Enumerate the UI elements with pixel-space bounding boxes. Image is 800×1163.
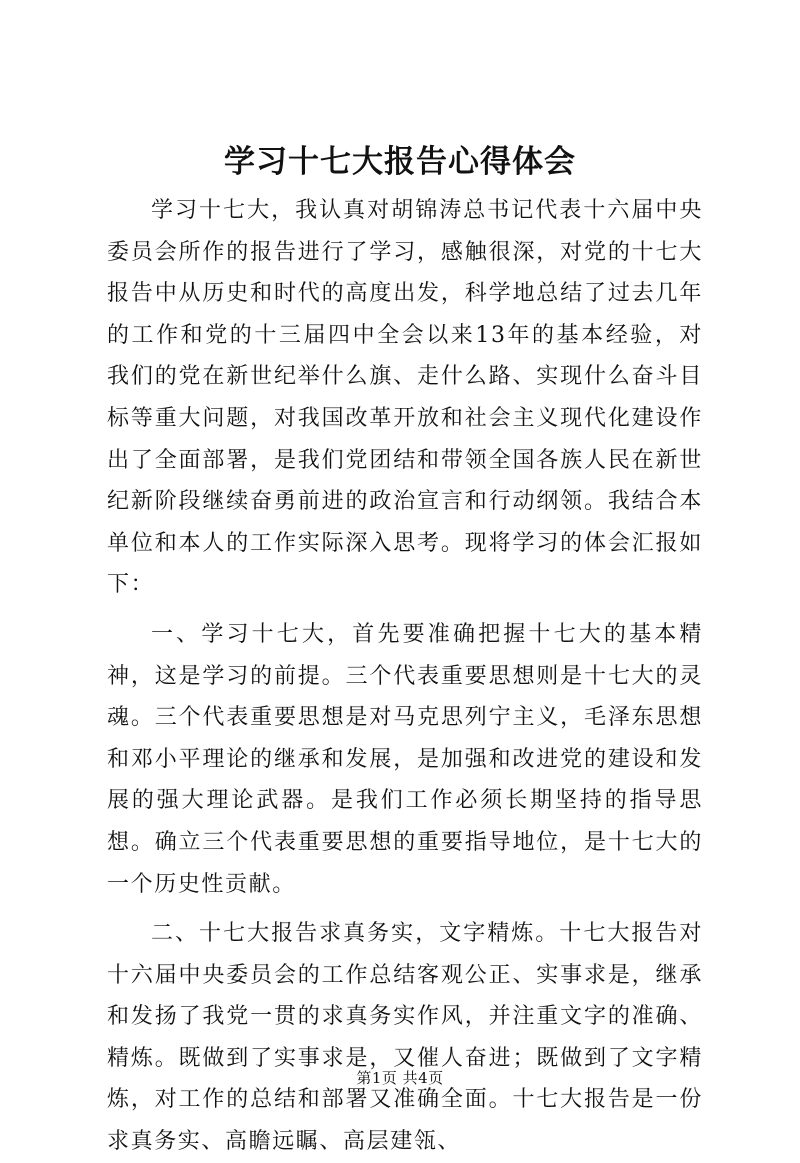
paragraph-section-two: 二、十七大报告求真务实，文字精炼。十七大报告对十六届中央委员会的工作总结客观公正、实事求是，继承和发扬了我党一贯的求真务实作风，并注重文字的准确、精炼。既做到了实事求是，又催人奋进；既做到了文字精炼，对工作的总结和部署又准确全面。十七大报告是一份求真务实、高瞻远瞩、高层建瓴、 [107,921,703,1155]
document-body [107,190,703,1163]
paragraph-section-one: 一、学习十七大，首先要准确把握十七大的基本精神，这是学习的前提。三个代表重要思想则是十七大的灵魂。三个代表重要思想是对马克思列宁主义，毛泽东思想和邓小平理论的继承和发展，是加强和改进党的建设和发展的强大理论武器。是我们工作必须长期坚持的指导思想。确立三个代表重要思想的重要指导地位，是十七大的一个历史性贡献。 [107,621,703,897]
page-title: 学习十七大报告心得体会 [224,144,576,180]
paragraph-intro: 学习十七大，我认真对胡锦涛总书记代表十六届中央委员会所作的报告进行了学习，感触很深，对党的十七大报告中从历史和时代的高度出发，科学地总结了过去几年的工作和党的十三届四中全会以来13年的基本经验，对我们的党在新世纪举什么旗、走什么路、实现什么奋斗目标等重大问题，对我国改革开放和社会主义现代化建设作出了全面部署，是我们党团结和带领全国各族人民在新世纪新阶段继续奋勇前进的政治宣言和行动纲领。我结合本单位和本人的工作实际深入思考。现将学习的体会汇报如下： [107,198,703,598]
page-number-footer: 第1页 共4页 [356,1069,444,1087]
